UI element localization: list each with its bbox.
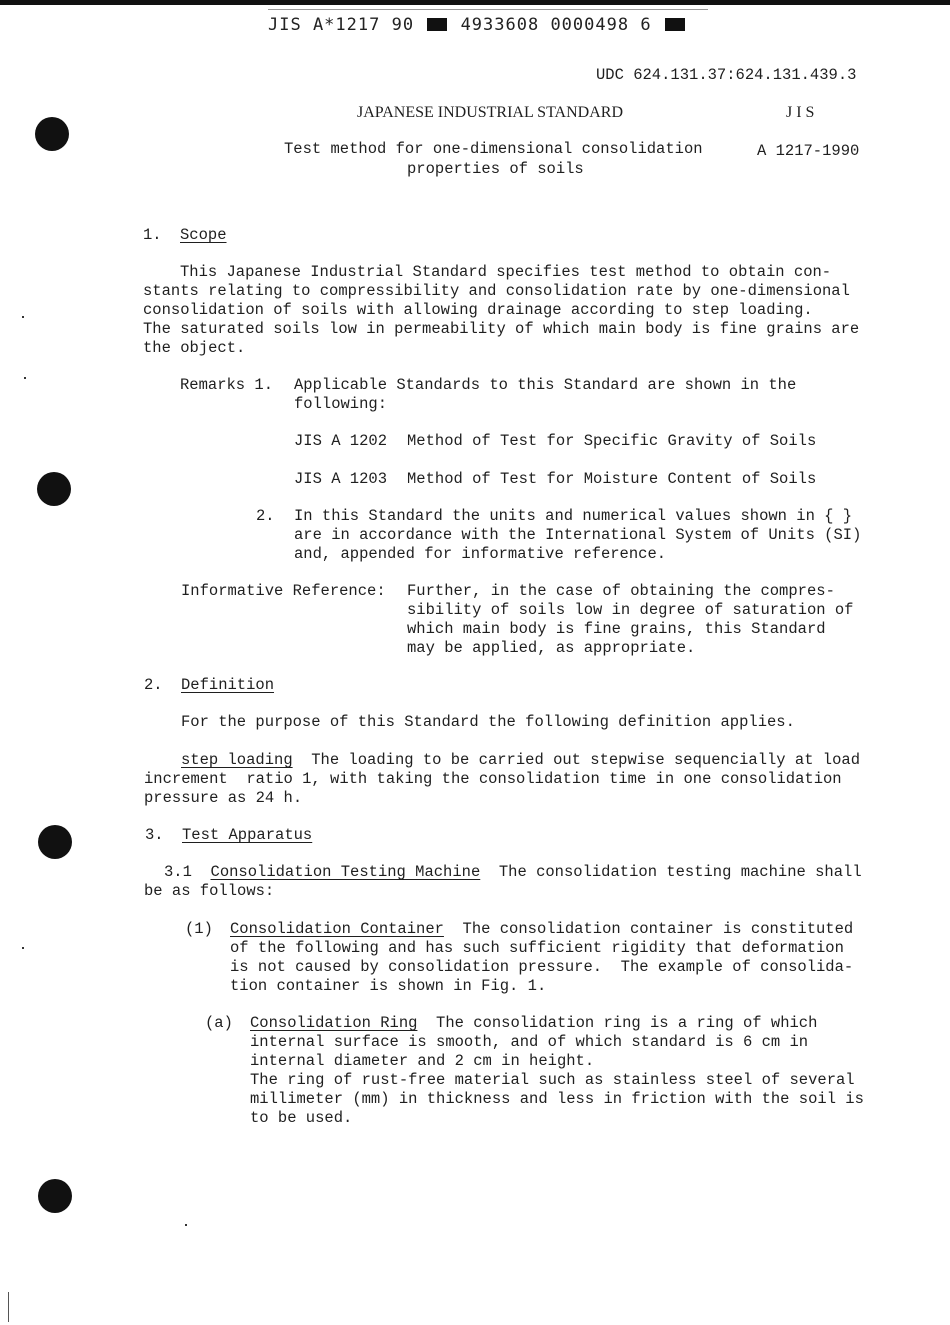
section-heading-apparatus: Test Apparatus xyxy=(182,826,313,844)
section-number: 3. xyxy=(145,826,164,844)
subitem-number: (a) xyxy=(205,1014,233,1032)
item-text: The consolidation container is constituted xyxy=(443,920,854,938)
scope-para-line: stants relating to compressibility and consolidation rate by one-dimensional xyxy=(143,282,850,300)
udc-code: UDC 624.131.37:624.131.439.3 xyxy=(596,66,857,84)
scope-para-line: consolidation of soils with allowing drainage according to step loading. xyxy=(143,301,813,319)
item-line: tion container is shown in Fig. 1. xyxy=(230,977,547,995)
info-line: Further, in the case of obtaining the compres- xyxy=(407,582,835,600)
section-heading-scope: Scope xyxy=(180,226,227,244)
title-line-2: properties of soils xyxy=(407,160,584,178)
punch-hole-icon xyxy=(38,825,72,859)
info-line: which main body is fine grains, this Standard xyxy=(407,620,826,638)
document-code-header xyxy=(268,16,687,35)
scan-speck xyxy=(24,377,26,379)
subsection-text: The consolidation testing machine shall xyxy=(480,863,862,881)
subsection-text-line: be as follows: xyxy=(144,882,275,900)
subitem-text: The consolidation ring is a ring of which xyxy=(417,1014,818,1032)
header-rule xyxy=(268,9,708,10)
scan-margin-line xyxy=(8,1292,9,1322)
subsection-number: 3.1 xyxy=(164,863,192,881)
subsection-heading: Consolidation Testing Machine xyxy=(210,863,481,881)
remark-number: 2. xyxy=(256,507,275,525)
top-scan-edge xyxy=(0,0,950,5)
item-heading: Consolidation Container xyxy=(230,920,444,938)
section-number: 1. xyxy=(143,226,162,244)
section-heading-definition: Definition xyxy=(181,676,275,694)
subitem-line: internal surface is smooth, and of which standard is 6 cm in xyxy=(250,1033,809,1051)
barcode-block-icon xyxy=(665,18,685,31)
document-code: JIS A*1217 90 xyxy=(268,15,415,35)
punch-hole-icon xyxy=(38,1179,72,1213)
standard-number: A 1217-1990 xyxy=(757,142,860,160)
punch-hole-icon xyxy=(35,117,69,151)
info-line: may be applied, as appropriate. xyxy=(407,639,696,657)
item-first-line xyxy=(230,920,853,939)
remark-line: In this Standard the units and numerical values shown in { } xyxy=(294,507,853,525)
definition-text: The loading to be carried out stepwise sequencially at load xyxy=(292,751,861,769)
subitem-heading: Consolidation Ring xyxy=(250,1014,418,1032)
subitem-first-line xyxy=(250,1014,817,1033)
standard-name: JAPANESE INDUSTRIAL STANDARD xyxy=(357,104,623,121)
scan-speck xyxy=(22,316,24,318)
remarks-label: Remarks 1. xyxy=(180,376,274,394)
subitem-line: to be used. xyxy=(250,1109,353,1127)
punch-hole-icon xyxy=(37,472,71,506)
remark-line: following: xyxy=(294,395,388,413)
scope-para-line: the object. xyxy=(143,339,246,357)
definition-line: increment ratio 1, with taking the consolidation time in one consolidation xyxy=(144,770,842,788)
scope-para-line: The saturated soils low in permeability of which main body is fine grains are xyxy=(143,320,860,338)
info-reference-label: Informative Reference: xyxy=(181,582,386,600)
ref-code: JIS A 1202 xyxy=(294,432,388,450)
item-line: of the following and has such sufficient rigidity that deformation xyxy=(230,939,844,957)
ref-title: Method of Test for Specific Gravity of Soils xyxy=(407,432,817,450)
info-line: sibility of soils low in degree of saturation of xyxy=(407,601,854,619)
subsection-line xyxy=(164,863,862,882)
definition-term-line xyxy=(181,751,860,770)
ref-title: Method of Test for Moisture Content of Soils xyxy=(407,470,817,488)
remark-line: are in accordance with the International System of Units (SI) xyxy=(294,526,862,544)
definition-line: pressure as 24 h. xyxy=(144,789,303,807)
subitem-line: internal diameter and 2 cm in height. xyxy=(250,1052,595,1070)
item-number: (1) xyxy=(185,920,213,938)
document-serial: 4933608 0000498 6 xyxy=(460,15,652,35)
section-number: 2. xyxy=(144,676,163,694)
barcode-block-icon xyxy=(427,18,447,31)
definition-intro: For the purpose of this Standard the following definition applies. xyxy=(181,713,795,731)
definition-term: step loading xyxy=(181,751,293,769)
scope-para-line: This Japanese Industrial Standard specifies test method to obtain con- xyxy=(180,263,832,281)
ref-code: JIS A 1203 xyxy=(294,470,388,488)
remark-line: and, appended for informative reference. xyxy=(294,545,667,563)
remark-line: Applicable Standards to this Standard are shown in the xyxy=(294,376,797,394)
jis-label: J I S xyxy=(786,104,815,121)
scan-speck xyxy=(22,947,24,949)
subitem-line: The ring of rust-free material such as stainless steel of several xyxy=(250,1071,855,1089)
item-line: is not caused by consolidation pressure. The example of consolida- xyxy=(230,958,854,976)
title-line-1: Test method for one-dimensional consolidation xyxy=(284,140,703,158)
subitem-line: millimeter (mm) in thickness and less in friction with the soil is xyxy=(250,1090,864,1108)
scan-speck xyxy=(185,1224,187,1226)
